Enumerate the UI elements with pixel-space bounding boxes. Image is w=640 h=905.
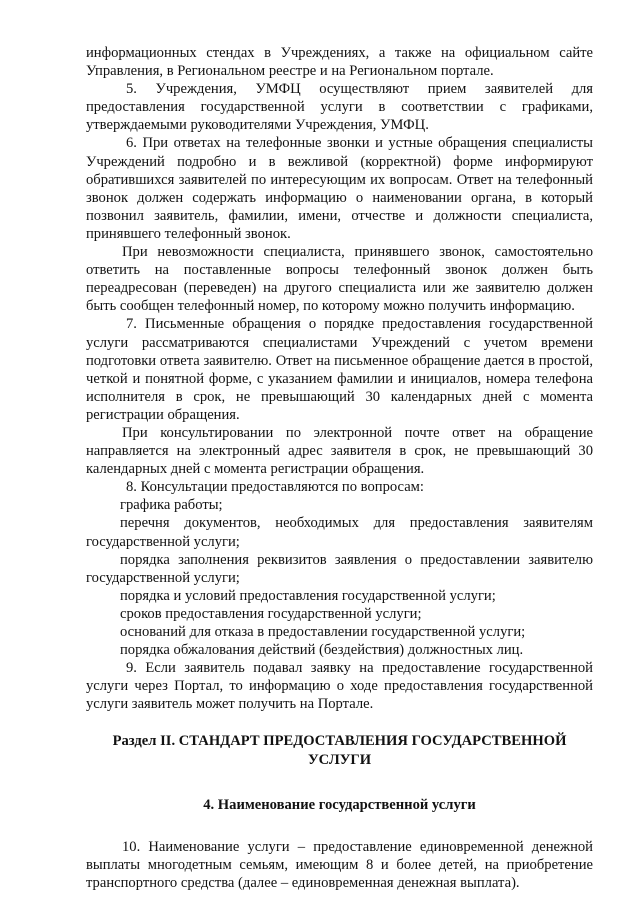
paragraph-6: 6. При ответах на телефонные звонки и устные обращения специалисты Учреждений подробно и в вежливой (корректной) форме информируют обратившихся заявителей по интересующим их вопросам. Ответ на телефонный звонок должен содержать информацию о наименовании органа, в который позвонил заявитель, фамилии, имени, отчестве и должности специалиста, принявшего телефонный звонок. [86, 135, 593, 242]
list-item: порядка и условий предоставления государственной услуги; [120, 587, 496, 604]
paragraph-7: 7. Письменные обращения о порядке предоставления государственной услуги рассматриваются специалистами Учреждений с учетом времени подготовки ответа заявителю. Ответ на письменное обращение дается в простой, четкой и понятной форме, с указанием фамилии и инициалов, номера телефона исполнителя в срок, не превышающий 30 календарных дней с момента регистрации обращения. [86, 316, 593, 423]
list-item: графика работы; [120, 497, 223, 514]
list-item: сроков предоставления государственной услуги; [120, 605, 422, 622]
subsection-heading: 4. Наименование государственной услуги [203, 797, 476, 814]
list-item: оснований для отказа в предоставлении государственной услуги; [120, 624, 526, 640]
list-item: порядка обжалования действий (бездействия) должностных лиц. [120, 642, 524, 659]
list-item: перечня документов, необходимых для предоставления заявителям государственной услуги; [86, 515, 593, 550]
paragraph-6-continued: При невозможности специалиста, принявшего звонок, самостоятельно ответить на поставленные вопросы телефонный звонок должен быть переадресован (переведен) на другого специалиста или же заявителю должен быть сообщен телефонный номер, по которому можно получить информацию. [86, 244, 593, 315]
consultation-topics-list [86, 496, 593, 659]
paragraph-9: 9. Если заявитель подавал заявку на предоставление государственной услуги через Портал, то информацию о ходе предоставления государственной услуги заявитель может получить на Портале. [86, 660, 593, 713]
paragraph-intro-continuation: информационных стендах в Учреждениях, а также на официальном сайте Управления, в Региональном реестре и на Региональном портале. [86, 45, 593, 80]
paragraph-8: 8. Консультации предоставляются по вопросам: [126, 479, 424, 496]
paragraph-5: 5. Учреждения, УМФЦ осуществляют прием заявителей для предоставления государственной услуги в соответствии с графиками, утверждаемыми руководителями Учреждения, УМФЦ. [86, 81, 593, 134]
paragraph-10: 10. Наименование услуги – предоставление единовременной денежной выплаты многодетным семьям, имеющим 8 и более детей, на приобретение транспортного средства (далее – единовременная денежная выплата). [86, 838, 593, 892]
section-heading: Раздел II. СТАНДАРТ ПРЕДОСТАВЛЕНИЯ ГОСУДАРСТВЕННОЙ УСЛУГИ [112, 733, 567, 768]
paragraph-7-continued: При консультировании по электронной почте ответ на обращение направляется на электронный адрес заявителя в срок, не превышающий 30 календарных дней с момента регистрации обращения. [86, 424, 593, 478]
list-item: порядка заполнения реквизитов заявления о предоставлении заявителю государственной услуги; [86, 551, 593, 586]
